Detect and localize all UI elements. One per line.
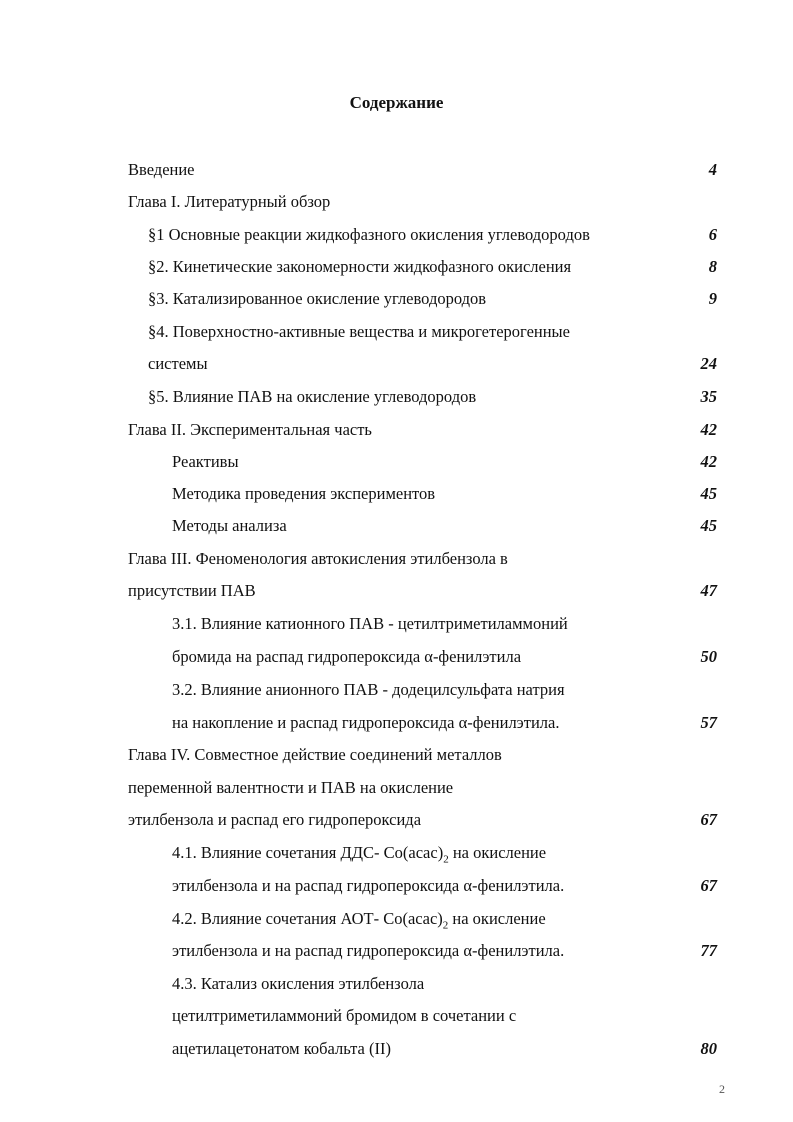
- toc-entry-page: 45: [700, 484, 717, 503]
- page-number: 2: [719, 1082, 725, 1096]
- toc-entry-page: 9: [708, 289, 717, 308]
- toc-entry-text: Введение: [128, 160, 195, 179]
- toc-entry-page: 6: [708, 225, 717, 244]
- subscript-index: 2: [443, 853, 449, 866]
- toc-entry-text: §5. Влияние ПАВ на окисление углеводородов: [148, 387, 477, 406]
- toc-entry-text: этилбензола и на распад гидропероксида α-фенилэтила.: [172, 876, 565, 895]
- toc-entry-page: 67: [700, 810, 717, 829]
- toc-entry-page: 42: [700, 420, 717, 439]
- toc-entry-page: 45: [700, 516, 717, 535]
- toc-entry-page: 77: [700, 941, 717, 960]
- toc-entry-text: этилбензола и распад его гидропероксида: [128, 810, 422, 829]
- toc-entry-text: §3. Катализированное окисление углеводородов: [148, 289, 487, 308]
- toc-entry-text: переменной валентности и ПАВ на окисление: [128, 778, 454, 797]
- toc-entry-text: бромида на распад гидропероксида α-фенилэтила: [172, 647, 522, 666]
- toc-entry-page: 80: [700, 1039, 717, 1058]
- toc-entry-text: системы: [148, 354, 208, 373]
- toc-entry-page: 24: [700, 354, 717, 373]
- toc-entry-text: на накопление и распад гидропероксида α-фенилэтила.: [172, 713, 560, 732]
- toc-entry-text: цетилтриметиламмоний бромидом в сочетании с: [172, 1006, 517, 1025]
- toc-entry-text: Глава II. Экспериментальная часть: [128, 420, 372, 439]
- toc-entry-text: Глава I. Литературный обзор: [128, 192, 331, 211]
- toc-entry-text: 4.3. Катализ окисления этилбензола: [172, 974, 425, 993]
- toc-entry-text: §2. Кинетические закономерности жидкофазного окисления: [148, 257, 572, 276]
- toc-entry-text: 3.2. Влияние анионного ПАВ - додецилсульфата натрия: [172, 680, 565, 699]
- toc-entry-text-part: 4.1. Влияние сочетания ДДС- Co(acac): [172, 843, 444, 862]
- toc-entry-page: 35: [700, 387, 717, 406]
- toc-entry-text: Глава IV. Совместное действие соединений металлов: [128, 745, 502, 764]
- toc-entry-page: 42: [700, 452, 717, 471]
- toc-entry-text: Реактивы: [172, 452, 239, 471]
- toc-entry-text: ацетилацетонатом кобальта (II): [172, 1039, 391, 1058]
- toc-entry-page: 8: [708, 257, 717, 276]
- toc-entry-text: §1 Основные реакции жидкофазного окисления углеводородов: [148, 225, 590, 244]
- toc-entry-text-part: на окисление: [448, 843, 547, 862]
- toc-entry-text: Глава III. Феноменология автокисления этилбензола в: [128, 549, 508, 568]
- toc-entry-text: присутствии ПАВ: [128, 581, 256, 600]
- toc-entry-page: 47: [700, 581, 717, 600]
- toc-entry-text: этилбензола и на распад гидропероксида α-фенилэтила.: [172, 941, 565, 960]
- toc-entry-text: Методы анализа: [172, 516, 287, 535]
- toc-entry-text: §4. Поверхностно-активные вещества и микрогетерогенные: [148, 322, 570, 341]
- toc-entry-text: Методика проведения экспериментов: [172, 484, 436, 503]
- page-title: Содержание: [349, 93, 444, 112]
- toc-entry-text-part: на окисление: [448, 909, 546, 928]
- toc-entry-text: [172, 841, 546, 865]
- toc-entry-page: 4: [708, 160, 717, 179]
- toc-entry-text: [172, 907, 546, 931]
- subscript-index: 2: [442, 919, 449, 932]
- toc-entry-page: 50: [700, 647, 717, 666]
- toc-entry-page: 57: [700, 713, 717, 732]
- toc-entry-text-part: 4.2. Влияние сочетания АОТ- Co(acac): [172, 909, 443, 928]
- toc-entry-text: 3.1. Влияние катионного ПАВ - цетилтриметиламмоний: [172, 614, 568, 633]
- toc-entry-page: 67: [700, 876, 717, 895]
